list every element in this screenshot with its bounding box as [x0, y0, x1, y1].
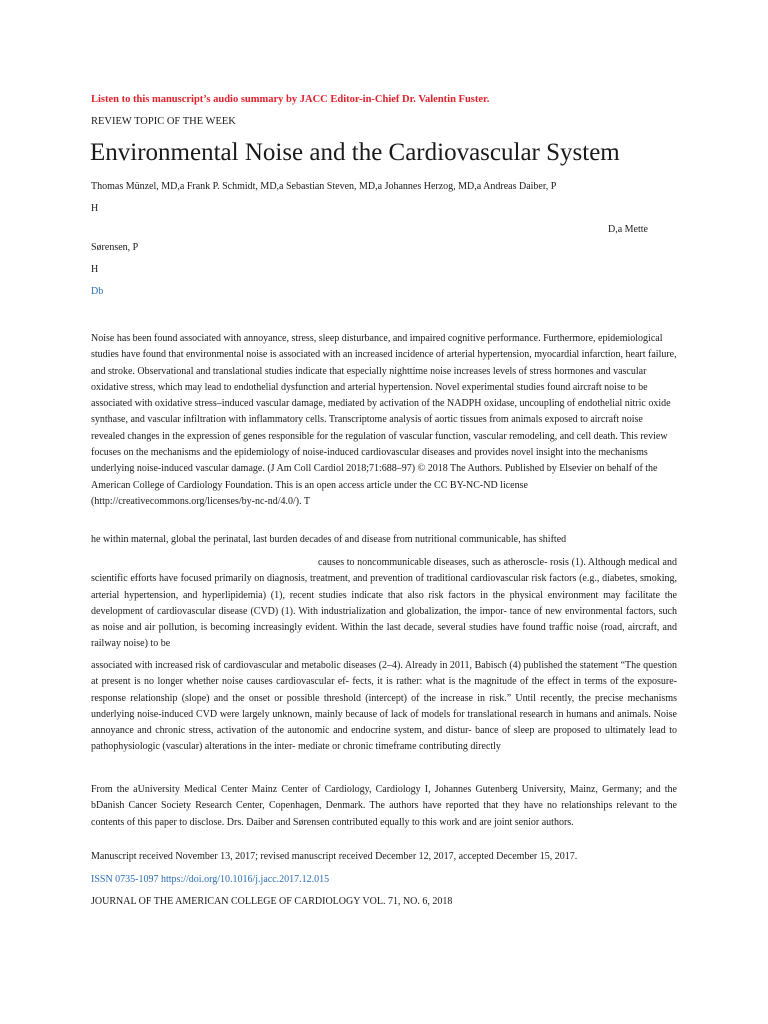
abstract-paragraph: Noise has been found associated with annoyance, stress, sleep disturbance, and impaired cognitive performance. Furthermore, epidemiological studies have found that environmental noise is associated with an increased incidence of arterial hypertension, myocardial infarction, heart failure, and stroke. Observational and translational studies indicate that especially nighttime noise increases levels of stress hormones and vascular oxidative stress, which may lead to endothelial dysfunction and arterial hypertension. Novel experimental studies found aircraft noise to be associated with oxidative stress–induced vascular damage, mediated by activation of the NADPH oxidase, uncoupling of endothelial nitric oxide synthase, and vascular infiltration with inflammatory cells. Transcriptome analysis of aortic tissues from animals exposed to aircraft noise revealed changes in the expression of genes responsible for the regulation of vascular function, vascular remodeling, and cell death. This review focuses on the mechanisms and the epidemiology of noise-induced cardiovascular diseases and provides novel insight into the mechanisms underlying noise-induced vascular damage. (J Am Coll Cardiol 2018;71:688–97) © 2018 The Authors. Published by Elsevier on behalf of the American College of Cardiology Foundation. This is an open access article under the CC BY-NC-ND license (http://creativecommons.org/licenses/by-nc-nd/4.0/). T [91, 333, 677, 507]
body-paragraph-1: he within maternal, global the perinatal, last burden decades of and disease from nutritional communicable, has shifted [91, 534, 567, 545]
manuscript-dates: Manuscript received November 13, 2017; revised manuscript received December 12, 2017, accepted December 15, 2017. [91, 851, 578, 862]
audio-summary-link[interactable]: Listen to this manuscript’s audio summary by JACC Editor-in-Chief Dr. Valentin Fuster. [91, 94, 490, 105]
author-fragment-sorensen: Sørensen, P [91, 242, 139, 253]
author-list: Thomas Münzel, MD,a Frank P. Schmidt, MD,a Sebastian Steven, MD,a Johannes Herzog, MD,a Andreas Daiber, P [91, 181, 557, 192]
body-paragraph-3: associated with increased risk of cardiovascular and metabolic diseases (2–4). Already in 2011, Babisch (4) published the statement “The question at present is no longer whether noise causes cardiovascular ef- fects, it is rather: what is the magnitude of the effect in terms of the exposure-response relationship (slope) and the onset or possible threshold (intercept) of the increase in risk.” Until recently, the precise mechanisms underlying noise-induced CVD were largely unknown, mainly because of lack of models for translational research in humans and animals. Noise annoyance and chronic stress, activation of the autonomic and endocrine system, and distur- bance of sleep are proposed to ultimately lead to pathophysiologic (vascular) alterations in the inter- mediate or chronic timeframe contributing directly [91, 660, 677, 753]
body-paragraph-2: causes to noncommunicable diseases, such as atheroscle- rosis (1). Although medical and scientific efforts have focused primarily on diagnosis, treatment, and prevention of traditional cardiovascular risk factors (e.g., diabetes, smoking, arterial hypertension, and hyperlipidemia) (1), recent studies indicate that also risk factors in the physical environment may facilitate the development of cardiovascular disease (CVD) (1). With industrialization and globalization, the impor- tance of new environmental factors, such as noise and air pollution, is becoming increasingly evident. Within the last decade, several studies have found traffic noise (road, aircraft, and railway noise) to be [91, 557, 677, 650]
affiliations-note: From the aUniversity Medical Center Mainz Center of Cardiology, Cardiology I, Johannes Gutenberg University, Mainz, Germany; and the bDanish Cancer Society Research Center, Copenhagen, Denmark. The authors have reported that they have no relationships relevant to the contents of this paper to disclose. Drs. Daiber and Sørensen contributed equally to this work and are joint senior authors. [91, 784, 677, 828]
author-fragment-h1: H [91, 203, 99, 214]
doi-link[interactable]: ISSN 0735-1097 https://doi.org/10.1016/j.jacc.2017.12.015 [91, 874, 330, 885]
review-topic-label: REVIEW TOPIC OF THE WEEK [91, 116, 236, 127]
author-fragment-db-link[interactable]: Db [91, 286, 104, 297]
article-title: Environmental Noise and the Cardiovascular System [90, 139, 620, 166]
journal-citation: JOURNAL OF THE AMERICAN COLLEGE OF CARDIOLOGY VOL. 71, NO. 6, 2018 [91, 896, 453, 907]
author-fragment-d: D,a Mette [608, 224, 648, 235]
author-fragment-h2: H [91, 264, 99, 275]
